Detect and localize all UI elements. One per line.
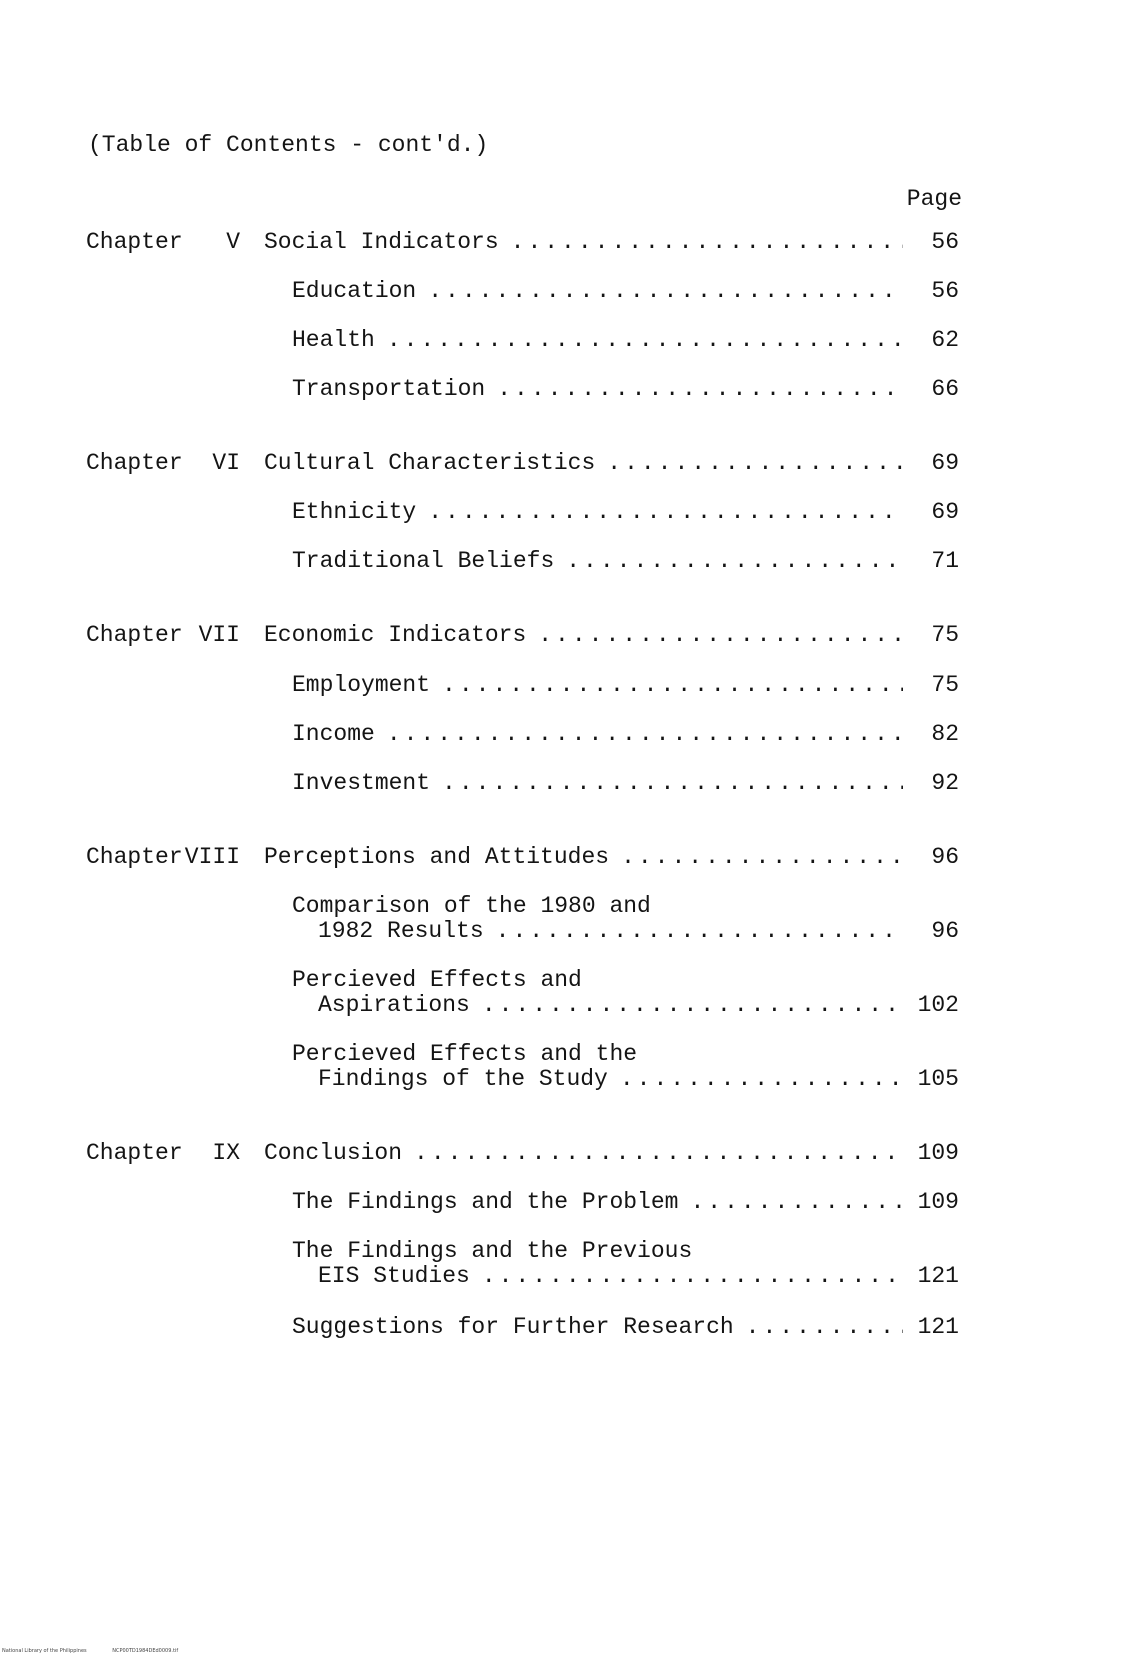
toc-chapter-entry[interactable] [264,450,959,480]
toc-page-number: 92 [931,770,959,796]
toc-section-entry[interactable] [318,918,959,948]
toc-entry-title: Transportation [292,376,486,402]
dot-leader [387,327,903,353]
toc-entry-title: Employment [292,672,431,698]
dot-leader [620,1066,903,1092]
toc-page-number: 82 [931,721,959,747]
toc-page-number: 105 [917,1066,959,1092]
dot-leader [482,992,903,1018]
scan-footer [2,1648,202,1654]
chapter-number: VIII [184,844,240,870]
toc-entry-title-line: Percieved Effects and the [292,1041,638,1067]
scan-filename: NCP00TD1984DEd0009.tif [112,1648,179,1654]
toc-entry-title: 1982 Results [318,918,484,944]
toc-page-number: 102 [917,992,959,1018]
toc-entry-title: Income [292,721,375,747]
dot-leader [428,278,903,304]
toc-entry-title: Ethnicity [292,499,417,525]
toc-section-entry[interactable] [292,721,959,751]
toc-page-number: 75 [931,622,959,648]
toc-section-entry[interactable] [292,499,959,529]
toc-page-number: 96 [931,918,959,944]
dot-leader [511,229,903,255]
toc-entry-title-line: The Findings and the Previous [292,1238,693,1264]
toc-page-number: 96 [931,844,959,870]
toc-section-entry[interactable] [318,992,959,1022]
toc-page-number: 109 [917,1140,959,1166]
chapter-number: IX [212,1140,240,1166]
toc-section-entry[interactable] [318,1066,959,1096]
toc-chapter-entry[interactable] [264,844,959,874]
toc-chapter-entry[interactable] [264,1140,959,1170]
toc-entry-title: Suggestions for Further Research [292,1314,734,1340]
toc-section-entry[interactable] [292,770,959,800]
toc-entry-title: Social Indicators [264,229,499,255]
toc-entry-title: Cultural Characteristics [264,450,596,476]
chapter-label: Chapter [86,622,183,648]
toc-entry-title-line: Percieved Effects and [292,967,582,993]
dot-leader [566,548,903,574]
dot-leader [621,844,903,870]
toc-entry-title: Perceptions and Attitudes [264,844,610,870]
toc-page-number: 62 [931,327,959,353]
dot-leader [414,1140,903,1166]
toc-page-number: 69 [931,450,959,476]
toc-entry-title: Traditional Beliefs [292,548,555,574]
toc-section-entry[interactable] [292,1314,959,1344]
toc-section-entry[interactable] [292,548,959,578]
chapter-label: Chapter [86,1140,183,1166]
toc-entry-title: Aspirations [318,992,470,1018]
toc-section-entry[interactable] [292,327,959,357]
toc-entry-title: Economic Indicators [264,622,527,648]
toc-entry-title: Investment [292,770,431,796]
toc-page-number: 109 [917,1189,959,1215]
chapter-number: VI [212,450,240,476]
dot-leader [496,918,903,944]
toc-section-entry[interactable] [292,672,959,702]
toc-chapter-entry[interactable] [264,622,959,652]
dot-leader [538,622,903,648]
toc-entry-title: Conclusion [264,1140,403,1166]
toc-page-number: 71 [931,548,959,574]
dot-leader [442,672,903,698]
dot-leader [690,1189,903,1215]
toc-entry-title: Health [292,327,375,353]
toc-entry-title: Findings of the Study [318,1066,608,1092]
dot-leader [482,1263,903,1289]
chapter-label: Chapter [86,229,183,255]
toc-page-number: 75 [931,672,959,698]
page-column-label: Page [906,186,962,212]
dot-leader [607,450,903,476]
dot-leader [442,770,903,796]
toc-chapter-entry[interactable] [264,229,959,259]
toc-entry-title: EIS Studies [318,1263,470,1289]
toc-section-entry[interactable] [292,278,959,308]
dot-leader [428,499,903,525]
toc-page-number: 66 [931,376,959,402]
toc-page-number: 121 [917,1263,959,1289]
toc-page-number: 56 [931,229,959,255]
toc-section-entry[interactable] [292,376,959,406]
dot-leader [746,1314,903,1340]
chapter-label: Chapter [86,844,183,870]
library-credit: National Library of the Philippines [2,1648,87,1654]
toc-entry-title: The Findings and the Problem [292,1189,679,1215]
toc-page-number: 69 [931,499,959,525]
toc-page-number: 56 [931,278,959,304]
dot-leader [387,721,903,747]
chapter-number: VII [198,622,240,648]
toc-continued-heading: (Table of Contents - cont'd.) [88,132,489,158]
chapter-label: Chapter [86,450,183,476]
toc-section-entry[interactable] [318,1263,959,1293]
toc-page-number: 121 [917,1314,959,1340]
toc-section-entry[interactable] [292,1189,959,1219]
dot-leader [497,376,903,402]
toc-entry-title: Education [292,278,417,304]
chapter-number: V [226,229,240,255]
toc-entry-title-line: Comparison of the 1980 and [292,893,651,919]
